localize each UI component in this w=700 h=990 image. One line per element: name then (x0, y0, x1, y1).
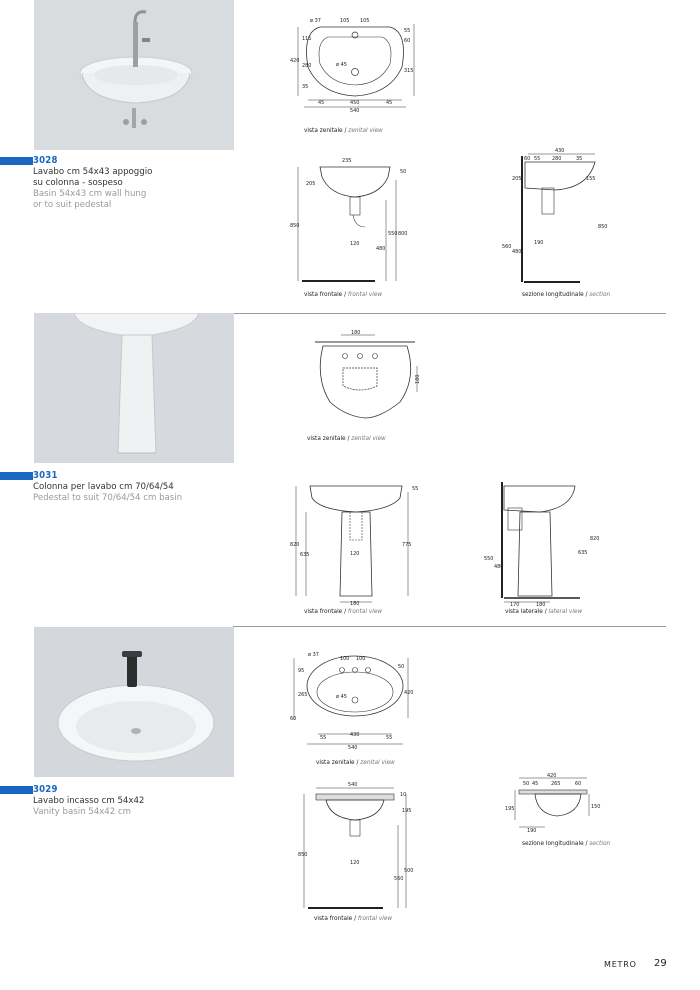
svg-text:45: 45 (386, 100, 393, 106)
view-caption: sezione longitudinale / section (522, 841, 611, 847)
svg-text:850: 850 (290, 223, 300, 229)
svg-text:850: 850 (598, 224, 608, 230)
svg-text:820: 820 (590, 536, 600, 542)
svg-text:ø 37: ø 37 (308, 652, 319, 658)
view-caption: vista frontale / frontal view (314, 916, 393, 922)
view-caption: vista frontale / frontal view (304, 609, 383, 615)
svg-text:195: 195 (402, 808, 412, 814)
product-name-it-1: Lavabo incasso cm 54x42 (33, 796, 145, 806)
svg-text:265: 265 (551, 781, 561, 787)
svg-text:190: 190 (527, 828, 537, 834)
product-photo-3028 (34, 0, 234, 150)
svg-text:120: 120 (350, 241, 360, 247)
view-caption: vista laterale / lateral view (505, 609, 583, 615)
product-photo-3029 (34, 627, 234, 777)
svg-text:150: 150 (591, 804, 601, 810)
svg-text:55: 55 (320, 735, 327, 741)
svg-text:560: 560 (394, 876, 404, 882)
svg-text:155: 155 (586, 176, 596, 182)
svg-text:105: 105 (340, 18, 350, 24)
svg-text:180: 180 (350, 601, 360, 607)
svg-text:50: 50 (400, 169, 407, 175)
svg-text:ø 37: ø 37 (310, 18, 321, 24)
svg-text:ø 45: ø 45 (336, 694, 347, 700)
drawing-3029-section (505, 772, 601, 837)
svg-text:60: 60 (575, 781, 582, 787)
svg-text:420: 420 (290, 58, 300, 64)
svg-text:55: 55 (412, 486, 419, 492)
page-number: 29 (654, 958, 667, 969)
svg-text:265: 265 (298, 692, 308, 698)
view-caption: vista zenitale / zenital view (316, 760, 395, 766)
drawing-3031-front (290, 478, 420, 608)
drawing-3031-side (480, 478, 605, 608)
product-name-en-2: or to suit pedestal (33, 200, 112, 210)
svg-text:450: 450 (350, 100, 360, 106)
svg-text:420: 420 (547, 773, 557, 779)
view-caption: vista zenitale / zenital view (307, 436, 386, 442)
svg-text:635: 635 (300, 552, 310, 558)
svg-text:540: 540 (348, 745, 358, 751)
svg-text:635: 635 (578, 550, 588, 556)
svg-text:ø 45: ø 45 (336, 62, 347, 68)
svg-text:100: 100 (340, 656, 350, 662)
drawing-3029-top (290, 648, 420, 758)
svg-text:60: 60 (290, 716, 297, 722)
svg-text:115: 115 (302, 36, 312, 42)
product-name-en-1: Pedestal to suit 70/64/54 cm basin (33, 493, 183, 503)
product-name-en-1: Basin 54x43 cm wall hung (33, 189, 147, 199)
section-divider (233, 313, 666, 314)
svg-text:35: 35 (302, 84, 309, 90)
svg-text:195: 195 (505, 806, 515, 812)
svg-text:55: 55 (386, 735, 393, 741)
svg-text:235: 235 (342, 158, 352, 164)
drawing-3029-front (298, 780, 418, 912)
svg-text:120: 120 (350, 860, 360, 866)
svg-text:540: 540 (348, 782, 358, 788)
svg-text:480: 480 (512, 249, 522, 255)
view-caption: vista frontale / frontal view (304, 292, 383, 298)
svg-text:540: 540 (350, 108, 360, 114)
svg-text:430: 430 (350, 732, 360, 738)
code-marker (0, 157, 33, 165)
product-code: 3031 (33, 470, 58, 481)
code-marker (0, 786, 33, 794)
code-marker (0, 472, 33, 480)
svg-text:50: 50 (398, 664, 405, 670)
svg-text:95: 95 (298, 668, 305, 674)
product-name-it-2: su colonna - sospeso (33, 178, 123, 188)
svg-text:180: 180 (415, 374, 421, 384)
svg-text:500: 500 (404, 868, 414, 874)
pedestal-image (34, 313, 234, 463)
section-divider (233, 626, 666, 627)
svg-text:800: 800 (398, 231, 408, 237)
vanity-basin-image (34, 627, 234, 777)
svg-text:180: 180 (351, 330, 361, 336)
wall-hung-basin-image (34, 0, 234, 150)
svg-text:480: 480 (494, 564, 504, 570)
drawing-3028-section (500, 148, 615, 288)
svg-text:120: 120 (350, 551, 360, 557)
svg-text:55: 55 (534, 156, 541, 162)
product-name-it-1: Colonna per lavabo cm 70/64/54 (33, 482, 174, 492)
drawing-3028-front (290, 155, 415, 285)
footer-brand: METRO (604, 960, 637, 969)
svg-text:775: 775 (402, 542, 412, 548)
product-name-it-1: Lavabo cm 54x43 appoggio (33, 167, 153, 177)
svg-text:315: 315 (404, 68, 414, 74)
svg-text:280: 280 (302, 63, 312, 69)
svg-text:45: 45 (318, 100, 325, 106)
svg-text:10: 10 (400, 792, 407, 798)
svg-text:45: 45 (532, 781, 539, 787)
svg-text:205: 205 (306, 181, 316, 187)
product-name-en-1: Vanity basin 54x42 cm (33, 807, 132, 817)
svg-text:60: 60 (524, 156, 531, 162)
svg-text:550: 550 (484, 556, 494, 562)
svg-text:560: 560 (502, 244, 512, 250)
svg-text:430: 430 (555, 148, 565, 154)
svg-text:550: 550 (388, 231, 398, 237)
svg-text:105: 105 (360, 18, 370, 24)
svg-text:60: 60 (404, 38, 411, 44)
svg-text:35: 35 (576, 156, 583, 162)
svg-text:205: 205 (512, 176, 522, 182)
svg-text:100: 100 (356, 656, 366, 662)
svg-text:420: 420 (404, 690, 414, 696)
svg-text:820: 820 (290, 542, 300, 548)
svg-text:850: 850 (298, 852, 308, 858)
product-code: 3028 (33, 155, 58, 166)
view-caption: vista zenitale / zenital view (304, 128, 383, 134)
view-caption: sezione longitudinale / section (522, 292, 611, 298)
svg-text:55: 55 (404, 28, 411, 34)
svg-text:180: 180 (536, 602, 546, 608)
svg-text:280: 280 (552, 156, 562, 162)
drawing-3028-top (290, 12, 420, 122)
product-photo-3031 (34, 313, 234, 463)
svg-text:190: 190 (534, 240, 544, 246)
svg-text:480: 480 (376, 246, 386, 252)
svg-text:170: 170 (510, 602, 520, 608)
svg-text:50: 50 (523, 781, 530, 787)
product-code: 3029 (33, 784, 58, 795)
drawing-3031-top (305, 328, 430, 428)
